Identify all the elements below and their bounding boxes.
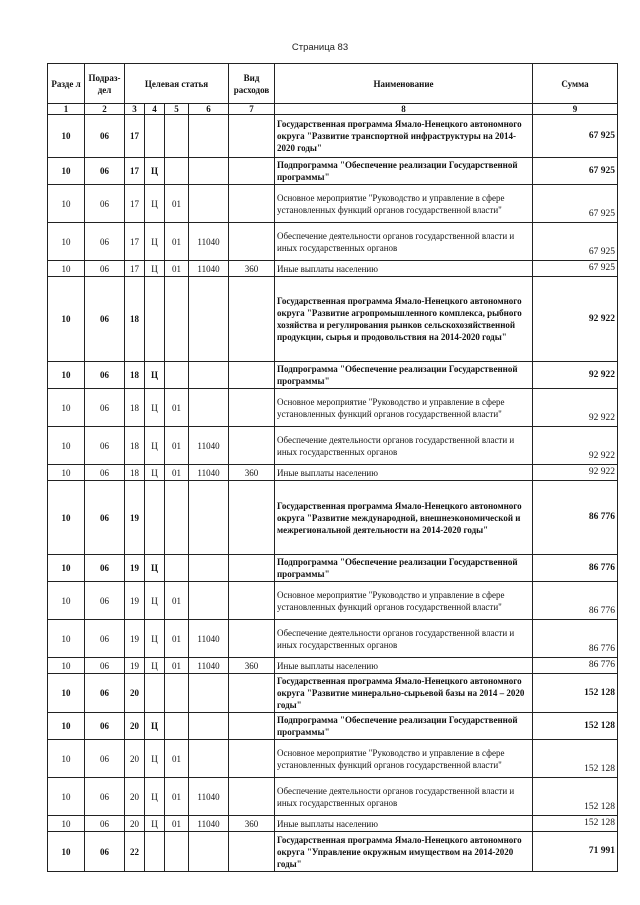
cell-vid <box>229 555 275 582</box>
cell-sum: 67 925 <box>533 185 618 223</box>
header-razdel: Разде л <box>48 64 85 104</box>
cell-program: 18 <box>125 465 145 481</box>
cell-direction: 11040 <box>189 465 229 481</box>
cell-direction: 11040 <box>189 427 229 465</box>
cell-program: 19 <box>125 481 145 555</box>
cell-subprogram: Ц <box>145 555 165 582</box>
cell-sum: 92 922 <box>533 465 618 481</box>
cell-name: Подпрограмма "Обеспечение реализации Государственной программы" <box>275 362 533 389</box>
cell-name: Обеспечение деятельности органов государственной власти и иных государственных органов <box>275 778 533 816</box>
cell-direction: 11040 <box>189 261 229 277</box>
cell-vid <box>229 115 275 158</box>
cell-vid: 360 <box>229 816 275 832</box>
col-number: 8 <box>275 104 533 115</box>
cell-razdel: 10 <box>48 620 85 658</box>
cell-razdel: 10 <box>48 582 85 620</box>
cell-direction <box>189 158 229 185</box>
cell-activity: 01 <box>165 389 189 427</box>
cell-subprogram <box>145 674 165 713</box>
cell-razdel: 10 <box>48 740 85 778</box>
cell-podrazdel: 06 <box>85 582 125 620</box>
budget-table <box>47 63 618 872</box>
cell-razdel: 10 <box>48 427 85 465</box>
cell-activity: 01 <box>165 816 189 832</box>
cell-vid <box>229 740 275 778</box>
table-row <box>48 674 618 713</box>
header-name: Наименование <box>275 64 533 104</box>
cell-name: Иные выплаты населению <box>275 816 533 832</box>
cell-podrazdel: 06 <box>85 778 125 816</box>
col-number: 1 <box>48 104 85 115</box>
cell-activity: 01 <box>165 465 189 481</box>
cell-activity <box>165 713 189 740</box>
cell-razdel: 10 <box>48 277 85 362</box>
header-sum: Сумма <box>533 64 618 104</box>
cell-sum: 71 991 <box>533 832 618 872</box>
cell-program: 19 <box>125 620 145 658</box>
cell-direction: 11040 <box>189 816 229 832</box>
table-row <box>48 261 618 277</box>
cell-sum: 86 776 <box>533 658 618 674</box>
cell-razdel: 10 <box>48 658 85 674</box>
cell-activity: 01 <box>165 223 189 261</box>
cell-razdel: 10 <box>48 389 85 427</box>
table-row <box>48 582 618 620</box>
cell-razdel: 10 <box>48 481 85 555</box>
cell-subprogram: Ц <box>145 658 165 674</box>
cell-sum: 92 922 <box>533 389 618 427</box>
cell-program: 20 <box>125 713 145 740</box>
cell-activity: 01 <box>165 658 189 674</box>
col-number: 3 <box>125 104 145 115</box>
cell-name: Основное мероприятие "Руководство и управление в сфере установленных функций органов государственной власти" <box>275 740 533 778</box>
col-number: 4 <box>145 104 165 115</box>
cell-podrazdel: 06 <box>85 832 125 872</box>
cell-program: 22 <box>125 832 145 872</box>
cell-sum: 92 922 <box>533 277 618 362</box>
cell-program: 18 <box>125 277 145 362</box>
cell-podrazdel: 06 <box>85 816 125 832</box>
cell-program: 17 <box>125 223 145 261</box>
table-row <box>48 427 618 465</box>
cell-name: Государственная программа Ямало-Ненецкого автономного округа "Развитие агропромышленного комплекса, рыбного хозяйства и регулирования рынков сельскохозяйственной продукции, сырья и продовольствия на 2014-2020 годы" <box>275 277 533 362</box>
cell-activity: 01 <box>165 778 189 816</box>
cell-podrazdel: 06 <box>85 481 125 555</box>
cell-subprogram <box>145 481 165 555</box>
cell-razdel: 10 <box>48 674 85 713</box>
cell-name: Обеспечение деятельности органов государственной власти и иных государственных органов <box>275 223 533 261</box>
header-target: Целевая статья <box>125 64 229 104</box>
table-row <box>48 713 618 740</box>
cell-vid <box>229 582 275 620</box>
cell-razdel: 10 <box>48 261 85 277</box>
cell-direction: 11040 <box>189 223 229 261</box>
cell-activity <box>165 158 189 185</box>
cell-sum: 92 922 <box>533 362 618 389</box>
cell-podrazdel: 06 <box>85 658 125 674</box>
table-row <box>48 658 618 674</box>
table-row <box>48 362 618 389</box>
cell-vid <box>229 832 275 872</box>
cell-sum: 67 925 <box>533 158 618 185</box>
cell-name: Государственная программа Ямало-Ненецкого автономного округа "Управление окружным имуществом на 2014-2020 годы" <box>275 832 533 872</box>
cell-name: Иные выплаты населению <box>275 261 533 277</box>
cell-direction <box>189 674 229 713</box>
cell-sum: 92 922 <box>533 427 618 465</box>
col-number: 5 <box>165 104 189 115</box>
table-row <box>48 481 618 555</box>
cell-activity <box>165 277 189 362</box>
cell-name: Государственная программа Ямало-Ненецкого автономного округа "Развитие транспортной инфраструктуры на 2014-2020 годы" <box>275 115 533 158</box>
cell-activity: 01 <box>165 185 189 223</box>
cell-podrazdel: 06 <box>85 713 125 740</box>
cell-name: Государственная программа Ямало-Ненецкого автономного округа "Развитие минерально-сырьевой базы на 2014 – 2020 годы" <box>275 674 533 713</box>
cell-subprogram: Ц <box>145 362 165 389</box>
cell-name: Обеспечение деятельности органов государственной власти и иных государственных органов <box>275 427 533 465</box>
cell-vid <box>229 185 275 223</box>
cell-name: Подпрограмма "Обеспечение реализации Государственной программы" <box>275 555 533 582</box>
cell-program: 20 <box>125 778 145 816</box>
cell-vid: 360 <box>229 658 275 674</box>
cell-sum: 152 128 <box>533 740 618 778</box>
cell-name: Основное мероприятие "Руководство и управление в сфере установленных функций органов государственной власти" <box>275 389 533 427</box>
cell-vid <box>229 223 275 261</box>
cell-direction <box>189 389 229 427</box>
cell-sum: 86 776 <box>533 481 618 555</box>
table-row <box>48 555 618 582</box>
cell-direction <box>189 582 229 620</box>
cell-podrazdel: 06 <box>85 261 125 277</box>
cell-razdel: 10 <box>48 816 85 832</box>
cell-activity: 01 <box>165 427 189 465</box>
cell-vid <box>229 389 275 427</box>
cell-vid <box>229 362 275 389</box>
cell-sum: 152 128 <box>533 674 618 713</box>
cell-direction: 11040 <box>189 658 229 674</box>
cell-subprogram: Ц <box>145 185 165 223</box>
column-number-row <box>48 104 618 115</box>
table-row <box>48 185 618 223</box>
cell-program: 19 <box>125 555 145 582</box>
cell-activity <box>165 115 189 158</box>
cell-razdel: 10 <box>48 778 85 816</box>
cell-direction <box>189 713 229 740</box>
cell-vid <box>229 481 275 555</box>
cell-podrazdel: 06 <box>85 223 125 261</box>
cell-name: Подпрограмма "Обеспечение реализации Государственной программы" <box>275 158 533 185</box>
cell-sum: 86 776 <box>533 555 618 582</box>
cell-sum: 67 925 <box>533 115 618 158</box>
cell-program: 17 <box>125 115 145 158</box>
cell-direction <box>189 481 229 555</box>
cell-subprogram: Ц <box>145 158 165 185</box>
cell-program: 18 <box>125 389 145 427</box>
table-row <box>48 158 618 185</box>
cell-program: 20 <box>125 740 145 778</box>
cell-sum: 86 776 <box>533 582 618 620</box>
cell-vid <box>229 713 275 740</box>
cell-subprogram: Ц <box>145 582 165 620</box>
cell-vid <box>229 620 275 658</box>
cell-podrazdel: 06 <box>85 465 125 481</box>
cell-subprogram: Ц <box>145 713 165 740</box>
cell-subprogram <box>145 115 165 158</box>
cell-name: Основное мероприятие "Руководство и управление в сфере установленных функций органов государственной власти" <box>275 185 533 223</box>
table-row <box>48 465 618 481</box>
cell-subprogram: Ц <box>145 465 165 481</box>
table-header-row <box>48 64 618 104</box>
cell-activity: 01 <box>165 740 189 778</box>
cell-subprogram: Ц <box>145 261 165 277</box>
cell-activity <box>165 481 189 555</box>
table-row <box>48 115 618 158</box>
cell-activity: 01 <box>165 620 189 658</box>
cell-podrazdel: 06 <box>85 277 125 362</box>
cell-subprogram: Ц <box>145 620 165 658</box>
cell-program: 20 <box>125 816 145 832</box>
table-body <box>48 115 618 872</box>
cell-name: Обеспечение деятельности органов государственной власти и иных государственных органов <box>275 620 533 658</box>
cell-program: 17 <box>125 261 145 277</box>
cell-razdel: 10 <box>48 362 85 389</box>
cell-sum: 152 128 <box>533 778 618 816</box>
cell-podrazdel: 06 <box>85 158 125 185</box>
cell-subprogram: Ц <box>145 427 165 465</box>
cell-subprogram: Ц <box>145 223 165 261</box>
table-row <box>48 389 618 427</box>
cell-subprogram: Ц <box>145 816 165 832</box>
cell-razdel: 10 <box>48 832 85 872</box>
col-number: 7 <box>229 104 275 115</box>
cell-subprogram: Ц <box>145 389 165 427</box>
cell-program: 18 <box>125 427 145 465</box>
cell-razdel: 10 <box>48 555 85 582</box>
cell-direction <box>189 185 229 223</box>
cell-name: Иные выплаты населению <box>275 658 533 674</box>
cell-program: 18 <box>125 362 145 389</box>
col-number: 6 <box>189 104 229 115</box>
cell-direction: 11040 <box>189 778 229 816</box>
cell-activity <box>165 555 189 582</box>
cell-vid <box>229 158 275 185</box>
cell-razdel: 10 <box>48 185 85 223</box>
cell-sum: 67 925 <box>533 223 618 261</box>
cell-subprogram: Ц <box>145 740 165 778</box>
table-row <box>48 816 618 832</box>
cell-podrazdel: 06 <box>85 740 125 778</box>
cell-vid <box>229 778 275 816</box>
cell-razdel: 10 <box>48 223 85 261</box>
header-vid: Вид расходов <box>229 64 275 104</box>
cell-direction <box>189 362 229 389</box>
table-row <box>48 778 618 816</box>
cell-sum: 86 776 <box>533 620 618 658</box>
cell-subprogram: Ц <box>145 778 165 816</box>
col-number: 2 <box>85 104 125 115</box>
cell-name: Иные выплаты населению <box>275 465 533 481</box>
cell-direction <box>189 740 229 778</box>
table-row <box>48 620 618 658</box>
cell-razdel: 10 <box>48 465 85 481</box>
page-label: Страница 83 <box>291 42 349 53</box>
cell-podrazdel: 06 <box>85 389 125 427</box>
cell-program: 17 <box>125 185 145 223</box>
cell-name: Подпрограмма "Обеспечение реализации Государственной программы" <box>275 713 533 740</box>
table-row <box>48 832 618 872</box>
cell-direction <box>189 277 229 362</box>
cell-podrazdel: 06 <box>85 555 125 582</box>
cell-sum: 152 128 <box>533 713 618 740</box>
cell-direction: 11040 <box>189 620 229 658</box>
table-row <box>48 740 618 778</box>
cell-podrazdel: 06 <box>85 620 125 658</box>
cell-razdel: 10 <box>48 713 85 740</box>
cell-name: Основное мероприятие "Руководство и управление в сфере установленных функций органов государственной власти" <box>275 582 533 620</box>
cell-direction <box>189 555 229 582</box>
cell-name: Государственная программа Ямало-Ненецкого автономного округа "Развитие международной, внешнеэкономической и межрегиональной деятельности на 2014-2020 годы" <box>275 481 533 555</box>
cell-sum: 152 128 <box>533 816 618 832</box>
header-podrazdel: Подраз- дел <box>85 64 125 104</box>
table-row <box>48 223 618 261</box>
cell-vid: 360 <box>229 465 275 481</box>
cell-podrazdel: 06 <box>85 185 125 223</box>
cell-razdel: 10 <box>48 158 85 185</box>
cell-program: 19 <box>125 658 145 674</box>
cell-program: 19 <box>125 582 145 620</box>
cell-activity <box>165 832 189 872</box>
cell-subprogram <box>145 832 165 872</box>
cell-vid <box>229 674 275 713</box>
cell-vid: 360 <box>229 261 275 277</box>
cell-activity: 01 <box>165 261 189 277</box>
cell-vid <box>229 277 275 362</box>
cell-podrazdel: 06 <box>85 362 125 389</box>
cell-podrazdel: 06 <box>85 115 125 158</box>
cell-sum: 67 925 <box>533 261 618 277</box>
cell-direction <box>189 115 229 158</box>
table-row <box>48 277 618 362</box>
cell-program: 17 <box>125 158 145 185</box>
cell-activity: 01 <box>165 582 189 620</box>
cell-vid <box>229 427 275 465</box>
cell-podrazdel: 06 <box>85 674 125 713</box>
cell-podrazdel: 06 <box>85 427 125 465</box>
cell-direction <box>189 832 229 872</box>
cell-activity <box>165 362 189 389</box>
cell-program: 20 <box>125 674 145 713</box>
cell-razdel: 10 <box>48 115 85 158</box>
cell-activity <box>165 674 189 713</box>
cell-subprogram <box>145 277 165 362</box>
col-number: 9 <box>533 104 618 115</box>
